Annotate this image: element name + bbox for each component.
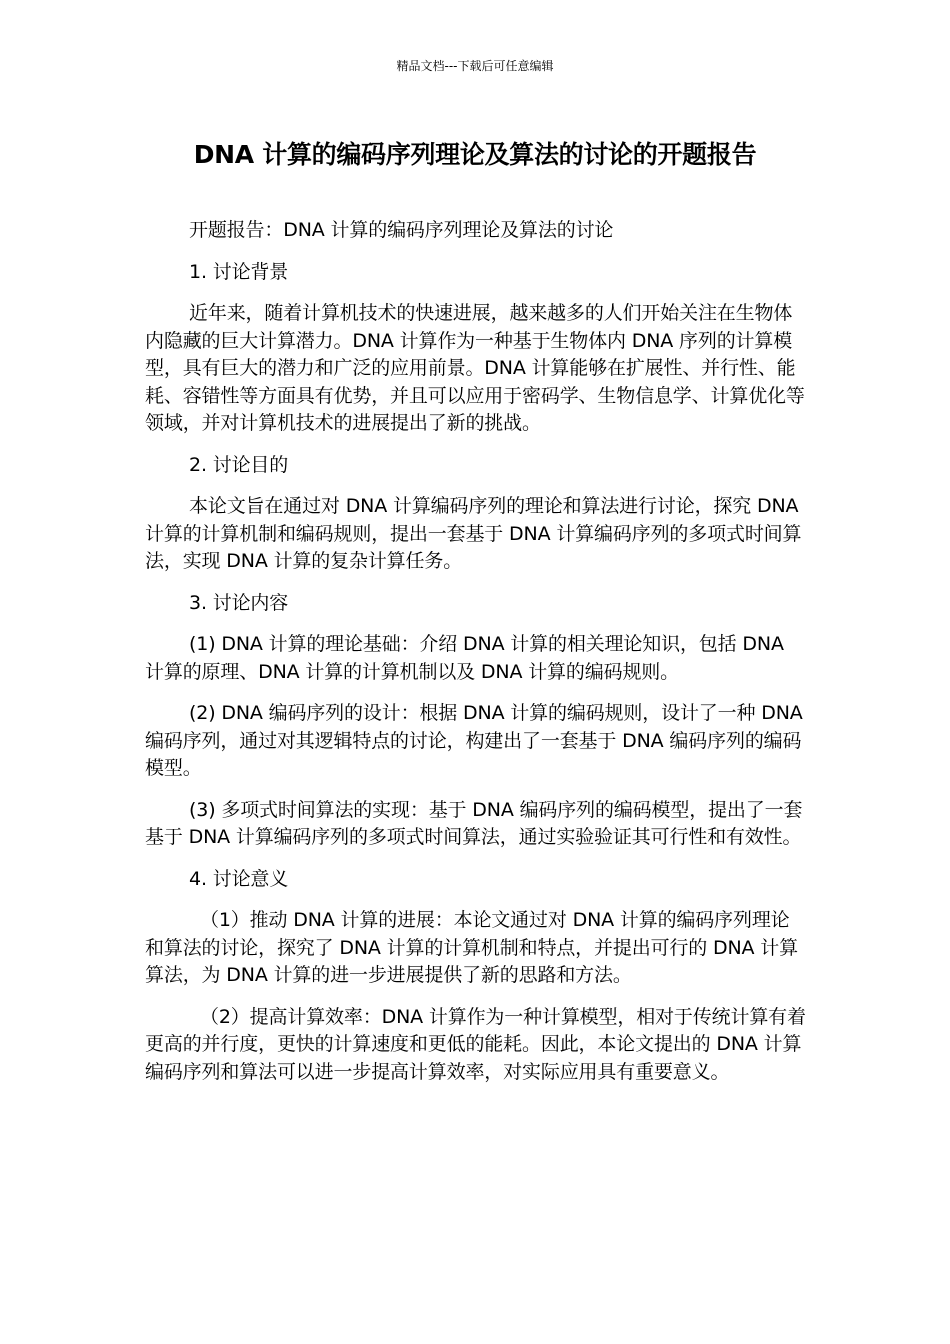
report-subject-line: 开题报告：DNA 计算的编码序列理论及算法的讨论 — [189, 219, 614, 241]
section-heading-background: 1. 讨论背景 — [189, 260, 289, 283]
significance-item-2: （2）提高计算效率：DNA 计算作为一种计算模型，相对于传统计算有着更高的并行度，更快的计算速度和更低的能耗。因此，本论文提出的 DNA 计算编码序列和算法可以进一步提高计算效率，对实际应用具有重要意义。 — [145, 1005, 806, 1083]
section-heading-purpose: 2. 讨论目的 — [189, 453, 289, 476]
content-item-3: (3) 多项式时间算法的实现：基于 DNA 编码序列的编码模型，提出了一套基于 DNA 计算编码序列的多项式时间算法，通过实验验证其可行性和有效性。 — [145, 798, 803, 848]
document-body — [145, 217, 807, 1086]
purpose-paragraph: 本论文旨在通过对 DNA 计算编码序列的理论和算法进行讨论，探究 DNA 计算的计算机制和编码规则，提出一套基于 DNA 计算编码序列的多项式时间算法，实现 DNA 计算的复杂计算任务。 — [145, 495, 802, 572]
content-item-1: (1) DNA 计算的理论基础：介绍 DNA 计算的相关理论知识，包括 DNA 计算的原理、DNA 计算的计算机制以及 DNA 计算的编码规则。 — [145, 633, 784, 683]
section-heading-significance: 4. 讨论意义 — [189, 867, 289, 890]
background-paragraph: 近年来，随着计算机技术的快速进展，越来越多的人们开始关注在生物体内隐藏的巨大计算潜力。DNA 计算作为一种基于生物体内 DNA 序列的计算模型，具有巨大的潜力和广泛的应用前景。DNA 计算能够在扩展性、并行性、能耗、容错性等方面具有优势，并且可以应用于密码学、生物信息学、计算优化等领域，并对计算机技术的进展提出了新的挑战。 — [145, 302, 805, 434]
page-header: 精品文档---下载后可任意编辑 — [396, 59, 554, 73]
significance-item-1: （1）推动 DNA 计算的进展：本论文通过对 DNA 计算的编码序列理论和算法的讨论，探究了 DNA 计算的计算机制和特点，并提出可行的 DNA 计算算法，为 DNA 计算的进一步进展提供了新的思路和方法。 — [145, 909, 798, 986]
section-heading-content: 3. 讨论内容 — [189, 591, 289, 614]
document-title: DNA 计算的编码序列理论及算法的讨论的开题报告 — [193, 140, 757, 169]
content-item-2: (2) DNA 编码序列的设计：根据 DNA 计算的编码规则，设计了一种 DNA 编码序列，通过对其逻辑特点的讨论，构建出了一套基于 DNA 编码序列的编码模型。 — [145, 702, 803, 779]
